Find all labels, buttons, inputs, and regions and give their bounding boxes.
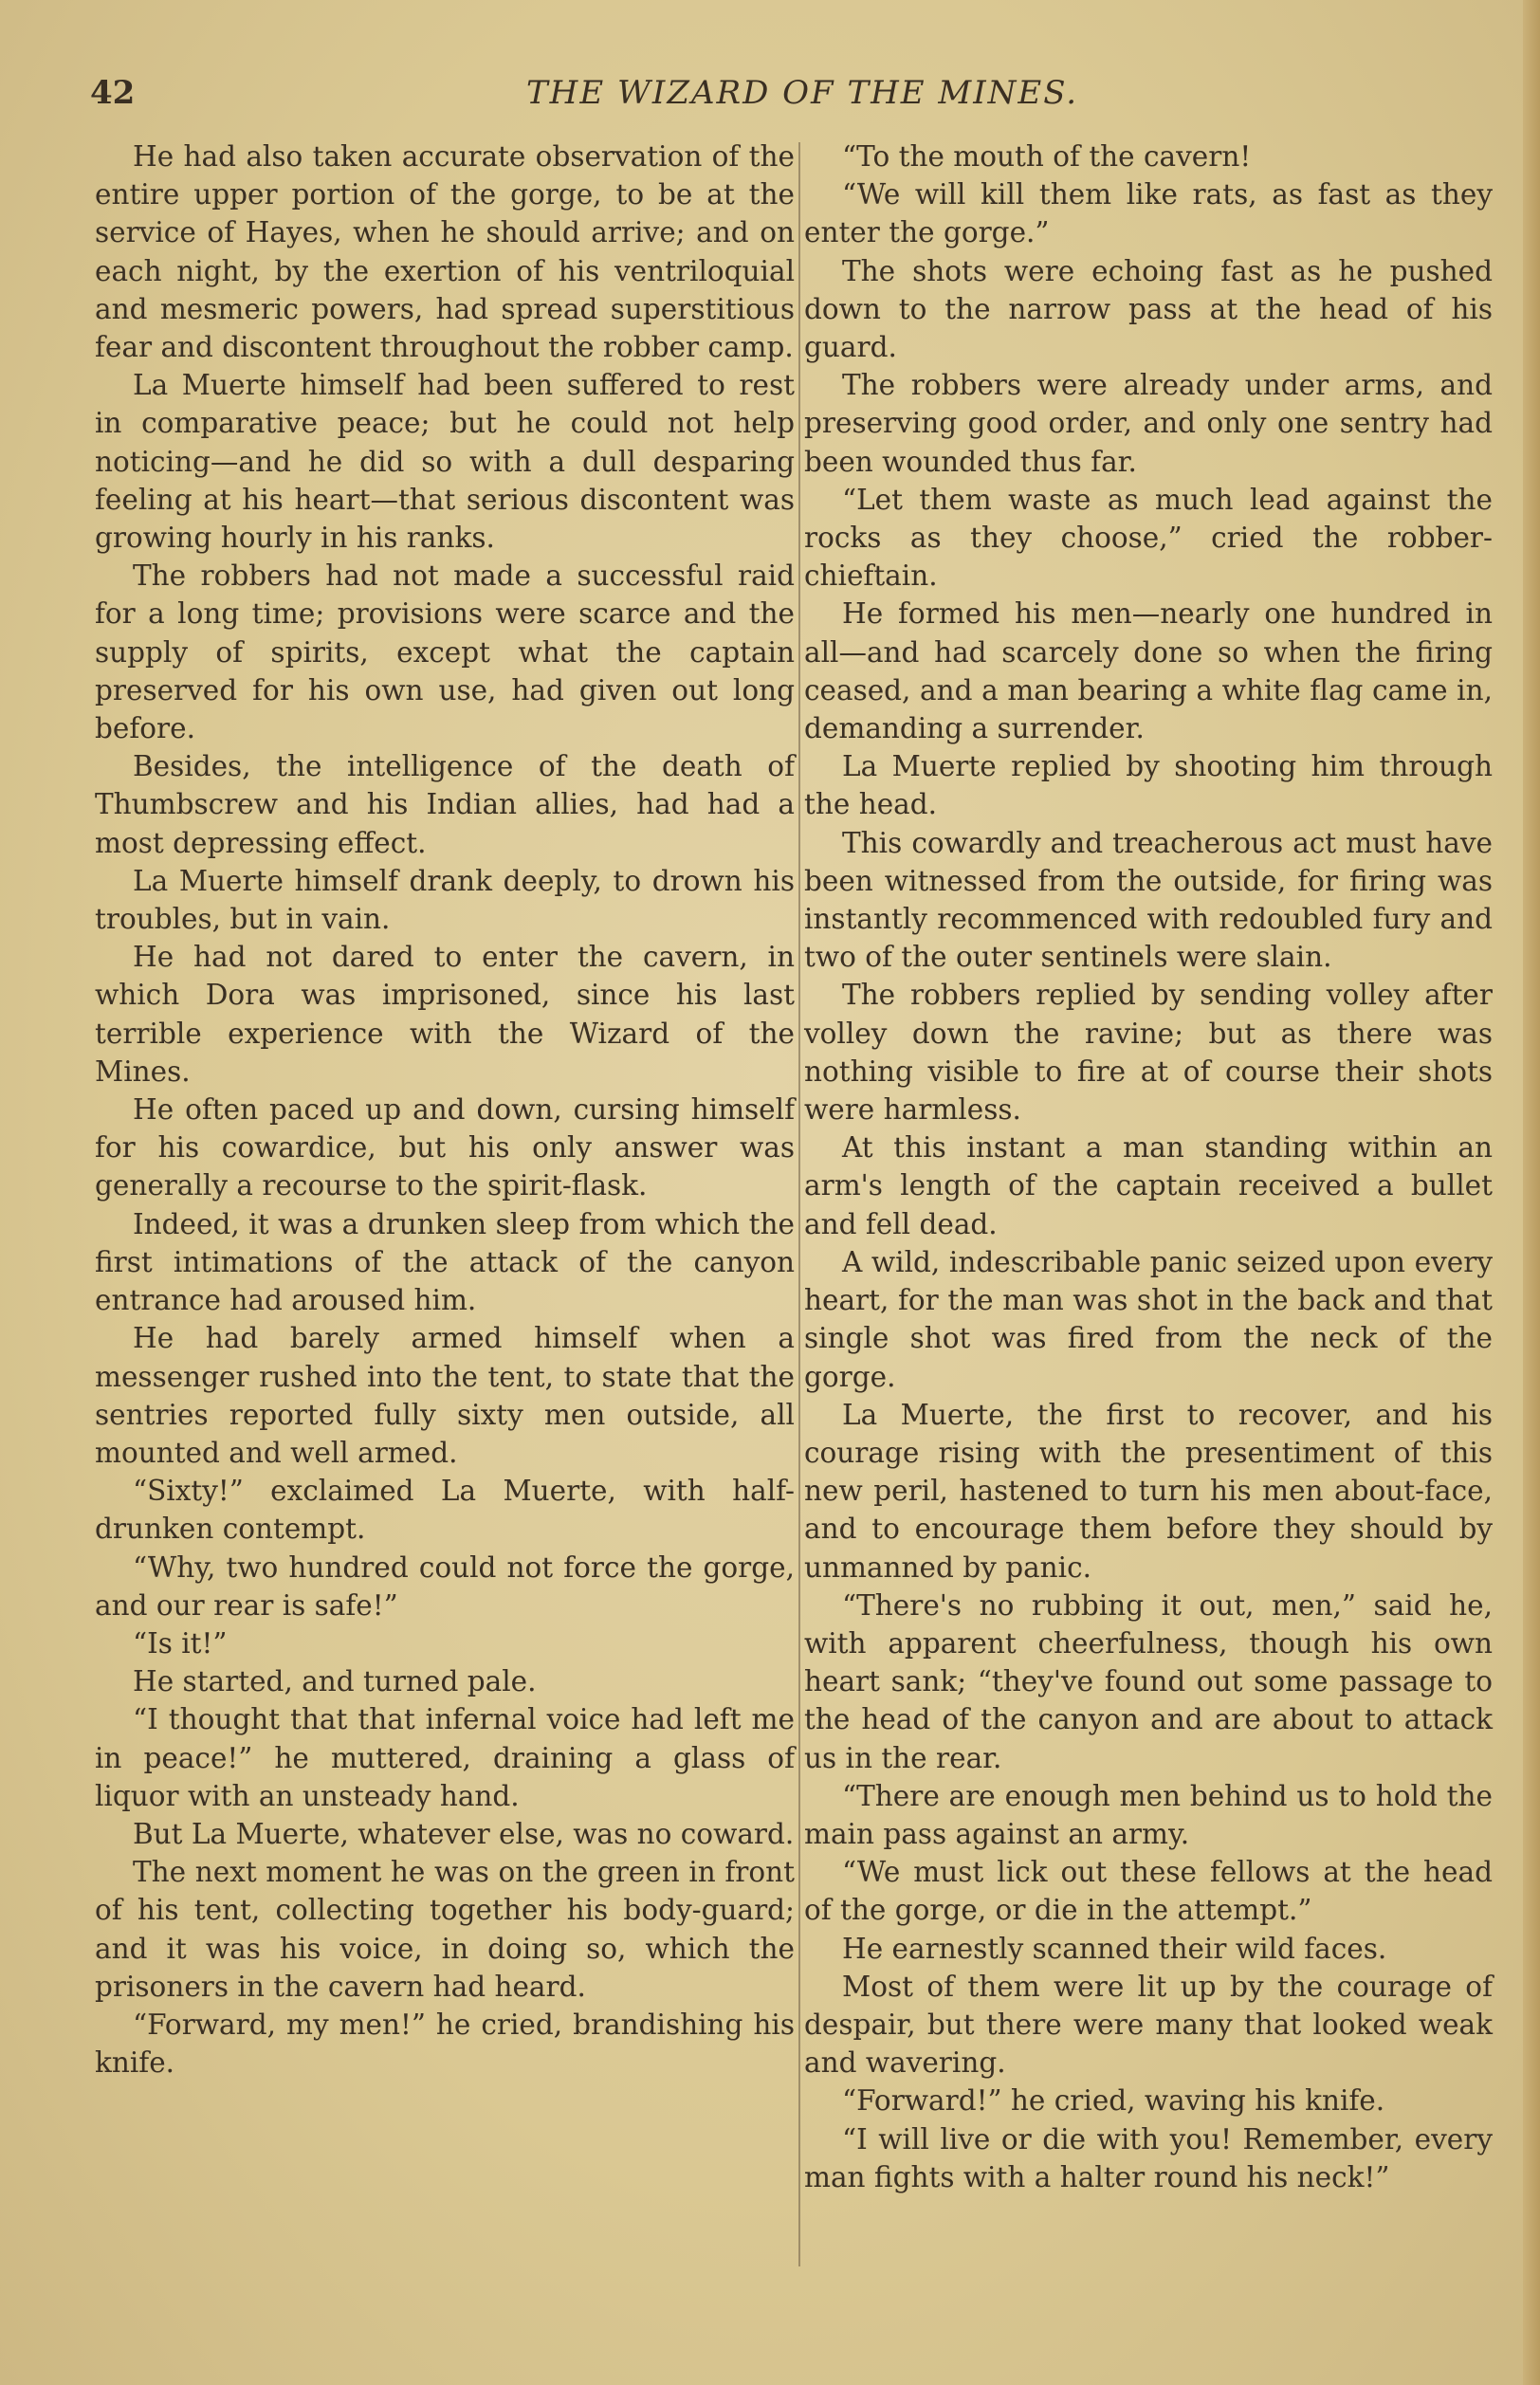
paragraph: At this instant a man standing within an arm's length of the captain received a bullet and fell dead.	[804, 1131, 1493, 1240]
paragraph: “There's no rubbing it out, men,” said he, with apparent cheerfulness, though his own heart sank; “they've found out some passage to the head of the canyon and are about to attack us in the rear.	[804, 1588, 1493, 1774]
paragraph: “I thought that that infernal voice had left me in peace!” he muttered, draining a glass of liquor with an unsteady hand.	[95, 1703, 795, 1812]
paragraph: He had also taken accurate observation of the entire upper portion of the gorge, to be at the service of Hayes, when he should arrive; and on each night, by the exertion of his ventriloquial and mesmeric powers, had spread superstitious fear and discontent throughout the robber camp.	[95, 140, 795, 364]
paragraph: The robbers replied by sending volley after volley down the ravine; but as there was nothing visible to fire at of course their shots were harmless.	[804, 979, 1493, 1127]
paragraph: “Forward!” he cried, waving his knife.	[842, 2084, 1385, 2118]
paragraph: La Muerte, the first to recover, and his courage rising with the presentiment of this new peril, hastened to turn his men about-face, and to encourage them before they should by unmanned by panic.	[804, 1398, 1493, 1584]
paragraph: La Muerte himself had been suffered to rest in comparative peace; but he could not help noticing—and he did so with a dull desparing feeling at his heart—that serious discontent was growing hourly in his ranks.	[95, 369, 795, 555]
paragraph: “Forward, my men!” he cried, brandishing his knife.	[95, 2008, 795, 2080]
paragraph: La Muerte replied by shooting him through the head.	[804, 750, 1493, 821]
paragraph: “Let them waste as much lead against the rocks as they choose,” cried the robber-chieftain.	[804, 483, 1493, 593]
paragraph: He had not dared to enter the cavern, in which Dora was imprisoned, since his last terrible experience with the Wizard of the Mines.	[95, 941, 795, 1088]
page-edge	[1523, 0, 1540, 2385]
paragraph: The robbers had not made a successful raid for a long time; provisions were scarce and the supply of spirits, except what the captain preserved for his own use, had given out long before.	[95, 560, 795, 745]
paragraph: Indeed, it was a drunken sleep from which the first intimations of the attack of the canyon entrance had aroused him.	[95, 1207, 795, 1317]
paragraph: La Muerte himself drank deeply, to drown his troubles, but in vain.	[95, 864, 795, 936]
paragraph: The next moment he was on the green in front of his tent, collecting together his body-guard; and it was his voice, in doing so, which the prisoners in the cavern had heard.	[95, 1856, 795, 2003]
paragraph: Most of them were lit up by the courage of despair, but there were many that looked weak and wavering.	[804, 1970, 1493, 2080]
left-column	[95, 138, 795, 2082]
paragraph: This cowardly and treacherous act must have been witnessed from the outside, for firing was instantly recommenced with redoubled fury and two of the outer sentinels were slain.	[804, 826, 1493, 974]
paragraph: “Is it!”	[133, 1626, 228, 1660]
paragraph: He often paced up and down, cursing himself for his cowardice, but his only answer was generally a recourse to the spirit-flask.	[95, 1093, 795, 1202]
paragraph: But La Muerte, whatever else, was no coward.	[133, 1817, 795, 1850]
paragraph: “We must lick out these fellows at the head of the gorge, or die in the attempt.”	[804, 1856, 1493, 1927]
page-number: 42	[90, 74, 136, 112]
column-divider	[798, 142, 800, 2266]
paragraph: “We will kill them like rats, as fast as they enter the gorge.”	[804, 178, 1493, 249]
paragraph: The shots were echoing fast as he pushed down to the narrow pass at the head of his guard.	[804, 254, 1493, 364]
paragraph: A wild, indescribable panic seized upon every heart, for the man was shot in the back and that single shot was fired from the neck of the gorge.	[804, 1245, 1493, 1393]
paragraph: He earnestly scanned their wild faces.	[842, 1932, 1387, 1965]
paragraph: He formed his men—nearly one hundred in all—and had scarcely done so when the firing ceased, and a man bearing a white flag came in, demanding a surrender.	[804, 597, 1493, 745]
paragraph: “Sixty!” exclaimed La Muerte, with half-drunken contempt.	[95, 1475, 795, 1546]
paragraph: “I will live or die with you! Remember, every man fights with a halter round his neck!”	[804, 2122, 1493, 2193]
paragraph: “There are enough men behind us to hold the main pass against an army.	[804, 1779, 1493, 1850]
paragraph: “To the mouth of the cavern!	[842, 140, 1252, 173]
paragraph: He had barely armed himself when a messenger rushed into the tent, to state that the sentries reported fully sixty men outside, all mounted and well armed.	[95, 1322, 795, 1469]
paragraph: The robbers were already under arms, and preserving good order, and only one sentry had been wounded thus far.	[804, 369, 1493, 478]
running-title: THE WIZARD OF THE MINES.	[526, 74, 1079, 112]
right-column	[804, 138, 1493, 2196]
paragraph: Besides, the intelligence of the death of Thumbscrew and his Indian allies, had had a most depressing effect.	[95, 750, 795, 859]
paragraph: He started, and turned pale.	[133, 1665, 537, 1698]
page-header	[90, 74, 1494, 121]
paragraph: “Why, two hundred could not force the gorge, and our rear is safe!”	[95, 1550, 795, 1622]
